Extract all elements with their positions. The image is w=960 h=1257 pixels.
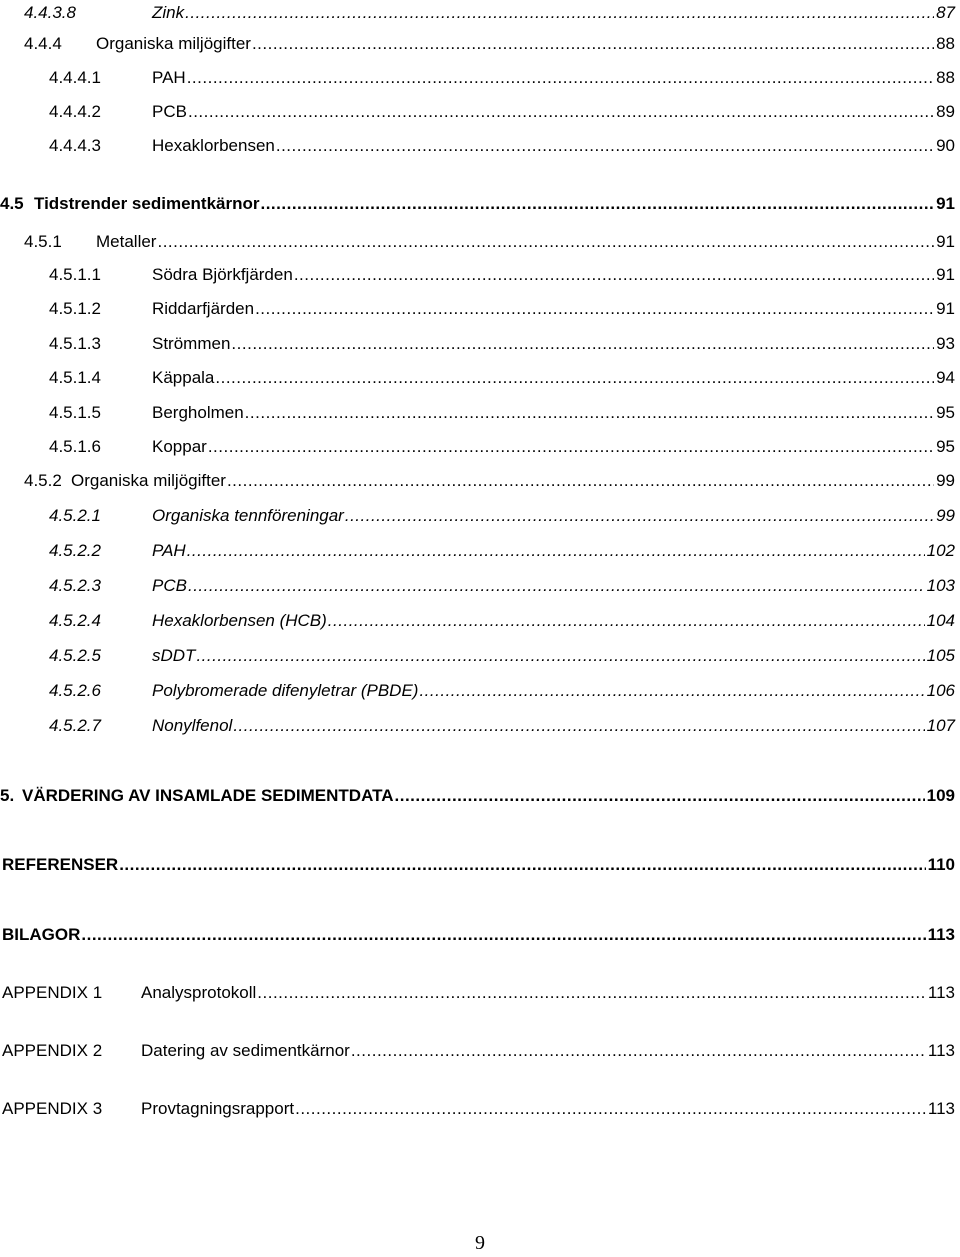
toc-entry[interactable] bbox=[0, 468, 960, 494]
toc-leader-dots bbox=[257, 980, 926, 1006]
toc-entry-number: APPENDIX 3 bbox=[2, 1099, 103, 1118]
toc-entry-number: 4.4.4 bbox=[24, 34, 62, 53]
toc-leader-dots bbox=[351, 1038, 926, 1064]
toc-entry-number: 4.5.2.2 bbox=[49, 541, 101, 560]
toc-leader-dots bbox=[260, 191, 934, 217]
toc-entry[interactable] bbox=[0, 538, 960, 564]
toc-leader-dots bbox=[196, 643, 924, 669]
toc-entry-title: Bergholmen bbox=[152, 403, 244, 422]
toc-entry-title: PCB bbox=[152, 102, 187, 121]
toc-entry-page: 107 bbox=[926, 716, 955, 735]
toc-entry-page: 88 bbox=[936, 34, 955, 53]
toc-leader-dots bbox=[231, 331, 934, 357]
toc-entry-number: 4.5.1.3 bbox=[49, 334, 101, 353]
toc-leader-dots bbox=[215, 365, 934, 391]
toc-entry-title: Zink bbox=[152, 3, 185, 22]
toc-leader-dots bbox=[187, 538, 925, 564]
toc-entry[interactable] bbox=[0, 133, 960, 159]
toc-entry[interactable] bbox=[0, 1096, 960, 1122]
page-number: 9 bbox=[475, 1232, 485, 1254]
toc-entry-number: 4.5 bbox=[0, 194, 24, 213]
toc-entry[interactable] bbox=[0, 331, 960, 357]
toc-entry-title: Käppala bbox=[152, 368, 215, 387]
toc-leader-dots bbox=[419, 678, 924, 704]
toc-entry-page: 94 bbox=[936, 368, 955, 387]
toc-entry[interactable] bbox=[0, 713, 960, 739]
toc-entry-title: REFERENSER bbox=[2, 855, 119, 874]
toc-leader-dots bbox=[227, 468, 934, 494]
toc-entry-page: 102 bbox=[926, 541, 955, 560]
toc-entry-title: Koppar bbox=[152, 437, 207, 456]
toc-entry[interactable] bbox=[0, 852, 960, 878]
toc-entry-page: 99 bbox=[936, 471, 955, 490]
toc-leader-dots bbox=[395, 783, 925, 809]
toc-entry-title: Organiska tennföreningar bbox=[152, 506, 344, 525]
toc-entry-page: 89 bbox=[936, 102, 955, 121]
toc-leader-dots bbox=[245, 400, 934, 426]
toc-leader-dots bbox=[328, 608, 925, 634]
toc-entry-title: Organiska miljögifter bbox=[96, 34, 251, 53]
toc-entry-title: Tidstrender sedimentkärnor bbox=[34, 194, 260, 213]
toc-entry-number: 4.5.2.5 bbox=[49, 646, 101, 665]
toc-entry-page: 113 bbox=[927, 925, 955, 944]
toc-entry-number: 4.5.1.5 bbox=[49, 403, 101, 422]
toc-leader-dots bbox=[188, 573, 925, 599]
toc-entry-title: Nonylfenol bbox=[152, 716, 233, 735]
toc-entry[interactable] bbox=[0, 1038, 960, 1064]
toc-entry-page: 110 bbox=[927, 855, 955, 874]
toc-entry-number: 4.4.3.8 bbox=[24, 3, 76, 22]
toc-leader-dots bbox=[294, 262, 934, 288]
toc-entry-number: 5. bbox=[0, 786, 15, 805]
toc-entry-page: 90 bbox=[936, 136, 955, 155]
toc-entry-number: 4.5.2 bbox=[24, 471, 62, 490]
toc-leader-dots bbox=[81, 922, 925, 948]
toc-entry-page: 113 bbox=[927, 983, 955, 1002]
toc-entry-number: 4.5.2.3 bbox=[49, 576, 101, 595]
toc-entry-title: Provtagningsrapport bbox=[141, 1099, 295, 1118]
toc-entry[interactable] bbox=[0, 31, 960, 57]
toc-entry-title: Hexaklorbensen (HCB) bbox=[152, 611, 327, 630]
toc-entry[interactable] bbox=[0, 400, 960, 426]
toc-entry-page: 113 bbox=[927, 1041, 955, 1060]
toc-entry[interactable] bbox=[0, 922, 960, 948]
toc-entry-title: BILAGOR bbox=[2, 925, 81, 944]
toc-entry-title: Datering av sedimentkärnor bbox=[141, 1041, 350, 1060]
toc-entry-page: 95 bbox=[936, 403, 955, 422]
toc-leader-dots bbox=[255, 296, 934, 322]
toc-entry[interactable] bbox=[0, 0, 960, 26]
toc-entry-number: 4.5.2.7 bbox=[49, 716, 101, 735]
toc-entry[interactable] bbox=[0, 229, 960, 255]
toc-entry-page: 91 bbox=[936, 299, 955, 318]
toc-leader-dots bbox=[119, 852, 925, 878]
toc-leader-dots bbox=[157, 229, 934, 255]
toc-entry[interactable] bbox=[0, 573, 960, 599]
toc-entry-page: 88 bbox=[936, 68, 955, 87]
toc-entry[interactable] bbox=[0, 65, 960, 91]
toc-entry-title: PAH bbox=[152, 541, 186, 560]
toc-entry-page: 103 bbox=[926, 576, 955, 595]
toc-entry-page: 99 bbox=[936, 506, 955, 525]
toc-leader-dots bbox=[252, 31, 934, 57]
toc-entry-title: Analysprotokoll bbox=[141, 983, 257, 1002]
toc-entry-page: 113 bbox=[927, 1099, 955, 1118]
toc-entry[interactable] bbox=[0, 365, 960, 391]
toc-entry-number: APPENDIX 2 bbox=[2, 1041, 103, 1060]
toc-entry-number: 4.4.4.1 bbox=[49, 68, 101, 87]
toc-entry-number: 4.5.1.1 bbox=[49, 265, 101, 284]
toc-entry[interactable] bbox=[0, 99, 960, 125]
toc-entry-page: 91 bbox=[936, 265, 955, 284]
toc-entry-page: 87 bbox=[936, 3, 955, 22]
toc-entry-page: 91 bbox=[936, 232, 955, 251]
toc-entry-title: Strömmen bbox=[152, 334, 231, 353]
toc-leader-dots bbox=[187, 65, 934, 91]
toc-leader-dots bbox=[233, 713, 924, 739]
toc-leader-dots bbox=[188, 99, 934, 125]
toc-entry-number: 4.4.4.3 bbox=[49, 136, 101, 155]
toc-entry-page: 93 bbox=[936, 334, 955, 353]
toc-entry-title: Hexaklorbensen bbox=[152, 136, 275, 155]
toc-entry[interactable] bbox=[0, 503, 960, 529]
toc-entry[interactable] bbox=[0, 296, 960, 322]
toc-entry[interactable] bbox=[0, 262, 960, 288]
toc-entry-title: Polybromerade difenyletrar (PBDE) bbox=[152, 681, 419, 700]
toc-entry[interactable] bbox=[0, 783, 960, 809]
toc-entry-page: 105 bbox=[926, 646, 955, 665]
toc-entry-title: VÄRDERING AV INSAMLADE SEDIMENTDATA bbox=[22, 786, 394, 805]
toc-entry-number: 4.5.1.4 bbox=[49, 368, 101, 387]
toc-entry-title: Södra Björkfjärden bbox=[152, 265, 293, 284]
toc-entry-page: 104 bbox=[926, 611, 955, 630]
toc-entry-number: 4.5.1.2 bbox=[49, 299, 101, 318]
toc-entry-title: Riddarfjärden bbox=[152, 299, 255, 318]
toc-leader-dots bbox=[276, 133, 934, 159]
toc-entry-number: 4.4.4.2 bbox=[49, 102, 101, 121]
toc-entry-title: Metaller bbox=[96, 232, 157, 251]
toc-entry-title: sDDT bbox=[152, 646, 196, 665]
toc-entry-title: PCB bbox=[152, 576, 187, 595]
toc-leader-dots bbox=[208, 434, 934, 460]
toc-leader-dots bbox=[295, 1096, 926, 1122]
toc-entry[interactable] bbox=[0, 980, 960, 1006]
toc-entry-page: 106 bbox=[926, 681, 955, 700]
toc-entry-number: APPENDIX 1 bbox=[2, 983, 103, 1002]
toc-entry[interactable] bbox=[0, 678, 960, 704]
toc-entry-title: Organiska miljögifter bbox=[71, 471, 226, 490]
toc-entry-title: PAH bbox=[152, 68, 186, 87]
toc-entry-page: 91 bbox=[936, 194, 955, 213]
toc-entry-page: 109 bbox=[926, 786, 955, 805]
toc-entry-number: 4.5.2.6 bbox=[49, 681, 101, 700]
toc-entry[interactable] bbox=[0, 191, 960, 217]
toc-entry-number: 4.5.2.1 bbox=[49, 506, 101, 525]
toc-entry[interactable] bbox=[0, 608, 960, 634]
toc-leader-dots bbox=[185, 0, 934, 26]
toc-entry-number: 4.5.2.4 bbox=[49, 611, 101, 630]
toc-entry[interactable] bbox=[0, 643, 960, 669]
toc-entry[interactable] bbox=[0, 434, 960, 460]
toc-entry-number: 4.5.1 bbox=[24, 232, 62, 251]
toc-entry-number: 4.5.1.6 bbox=[49, 437, 101, 456]
toc-leader-dots bbox=[345, 503, 934, 529]
toc-entry-page: 95 bbox=[936, 437, 955, 456]
